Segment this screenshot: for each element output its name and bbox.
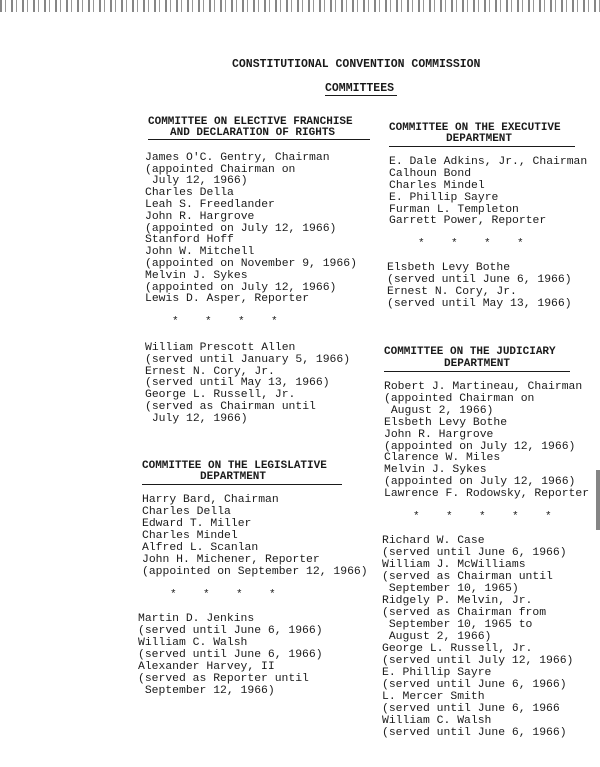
list-item: Lewis D. Asper, Reporter (145, 293, 310, 305)
list-item: (served until July 12, 1966) (382, 655, 574, 667)
list-item: George L. Russell, Jr. (382, 643, 533, 655)
list-item: Robert J. Martineau, Chairman (384, 381, 583, 393)
list-item: William Prescott Allen (145, 342, 296, 354)
list-item: Clarence W. Miles (384, 452, 501, 464)
list-item: (served until May 13, 1966) (387, 298, 572, 310)
list-item: John H. Michener, Reporter (142, 554, 320, 566)
list-item: Harry Bard, Chairman (142, 494, 279, 506)
list-item: Charles Della (142, 506, 231, 518)
list-item: (served until January 5, 1966) (145, 354, 351, 366)
list-item: Leah S. Freedlander (145, 199, 275, 211)
section-separator: * * * * (170, 589, 276, 601)
list-item: Edward T. Miller (142, 518, 252, 530)
list-item: (served until June 6, 1966 (382, 703, 560, 715)
list-item: Martin D. Jenkins (138, 613, 255, 625)
list-item: (appointed on July 12, 1966) (384, 441, 576, 453)
list-item: John R. Hargrove (384, 429, 494, 441)
list-item: August 2, 1966) (382, 631, 492, 643)
list-item: (appointed on July 12, 1966) (145, 223, 337, 235)
list-item: (served until May 13, 1966) (145, 377, 330, 389)
section-separator: * * * * (418, 238, 524, 250)
list-item: John W. Mitchell (145, 246, 255, 258)
list-item: William J. McWilliams (382, 559, 526, 571)
page-title: CONSTITUTIONAL CONVENTION COMMISSION (232, 58, 481, 71)
list-item: Stanford Hoff (145, 234, 234, 246)
list-item: Ernest N. Cory, Jr. (145, 366, 275, 378)
list-item: (served until June 6, 1966) (138, 625, 323, 637)
list-item: Alfred L. Scanlan (142, 542, 259, 554)
page-subtitle: COMMITTEES (325, 82, 395, 95)
list-item: Lawrence F. Rodowsky, Reporter (384, 488, 590, 500)
list-item: Melvin J. Sykes (145, 270, 248, 282)
heading-underline (142, 484, 342, 485)
list-item: (served as Chairman until (382, 571, 553, 583)
committee-heading: DEPARTMENT (200, 471, 267, 483)
list-item: Charles Della (145, 187, 234, 199)
list-item: E. Phillip Sayre (382, 667, 492, 679)
list-item: (served as Chairman from (382, 607, 547, 619)
list-item: (appointed on November 9, 1966) (145, 258, 357, 270)
list-item: (served until June 6, 1966) (138, 649, 323, 661)
committee-heading: COMMITTEE ON THE EXECUTIVE (389, 122, 561, 134)
list-item: (appointed Chairman on (384, 393, 535, 405)
list-item: September 12, 1966) (138, 685, 275, 697)
list-item: Charles Mindel (142, 530, 238, 542)
list-item: July 12, 1966) (145, 175, 248, 187)
committee-heading: DEPARTMENT (444, 358, 511, 370)
scan-top-edge-noise (0, 0, 600, 12)
list-item: Charles Mindel (389, 180, 485, 192)
list-item: Furman L. Templeton (389, 204, 519, 216)
list-item: (served until June 6, 1966) (382, 727, 567, 739)
list-item: Ernest N. Cory, Jr. (387, 286, 517, 298)
heading-underline (384, 371, 570, 372)
committee-heading: DEPARTMENT (446, 133, 513, 145)
list-item: September 10, 1965 to (382, 619, 533, 631)
list-item: L. Mercer Smith (382, 691, 485, 703)
list-item: (served until June 6, 1966) (387, 274, 572, 286)
subtitle-underline (325, 95, 397, 96)
list-item: (served until June 6, 1966) (382, 679, 567, 691)
heading-underline (389, 146, 575, 147)
list-item: (appointed on September 12, 1966) (142, 566, 368, 578)
list-item: August 2, 1966) (384, 405, 494, 417)
list-item: Melvin J. Sykes (384, 464, 487, 476)
list-item: E. Phillip Sayre (389, 192, 499, 204)
heading-underline (148, 139, 370, 140)
list-item: E. Dale Adkins, Jr., Chairman (389, 156, 588, 168)
list-item: (served until June 6, 1966) (382, 547, 567, 559)
list-item: Calhoun Bond (389, 168, 472, 180)
list-item: (served as Reporter until (138, 673, 309, 685)
list-item: (appointed Chairman on (145, 164, 296, 176)
list-item: (appointed on July 12, 1966) (384, 476, 576, 488)
list-item: Elsbeth Levy Bothe (384, 417, 508, 429)
list-item: September 10, 1965) (382, 583, 519, 595)
list-item: (served as Chairman until (145, 401, 316, 413)
list-item: Garrett Power, Reporter (389, 215, 547, 227)
list-item: William C. Walsh (382, 715, 492, 727)
committee-heading: AND DECLARATION OF RIGHTS (170, 127, 336, 139)
committee-heading: COMMITTEE ON THE LEGISLATIVE (142, 460, 327, 472)
list-item: Richard W. Case (382, 535, 485, 547)
list-item: July 12, 1966) (145, 413, 248, 425)
section-separator: * * * * * (413, 511, 552, 523)
list-item: Ridgely P. Melvin, Jr. (382, 595, 533, 607)
list-item: William C. Walsh (138, 637, 248, 649)
list-item: Elsbeth Levy Bothe (387, 262, 511, 274)
committee-heading: COMMITTEE ON ELECTIVE FRANCHISE (148, 116, 353, 128)
scan-right-edge-mark (596, 470, 600, 530)
list-item: James O'C. Gentry, Chairman (145, 152, 330, 164)
committee-heading: COMMITTEE ON THE JUDICIARY (384, 346, 556, 358)
section-separator: * * * * (172, 316, 278, 328)
list-item: George L. Russell, Jr. (145, 389, 296, 401)
list-item: Alexander Harvey, II (138, 661, 275, 673)
list-item: John R. Hargrove (145, 211, 255, 223)
list-item: (appointed on July 12, 1966) (145, 282, 337, 294)
